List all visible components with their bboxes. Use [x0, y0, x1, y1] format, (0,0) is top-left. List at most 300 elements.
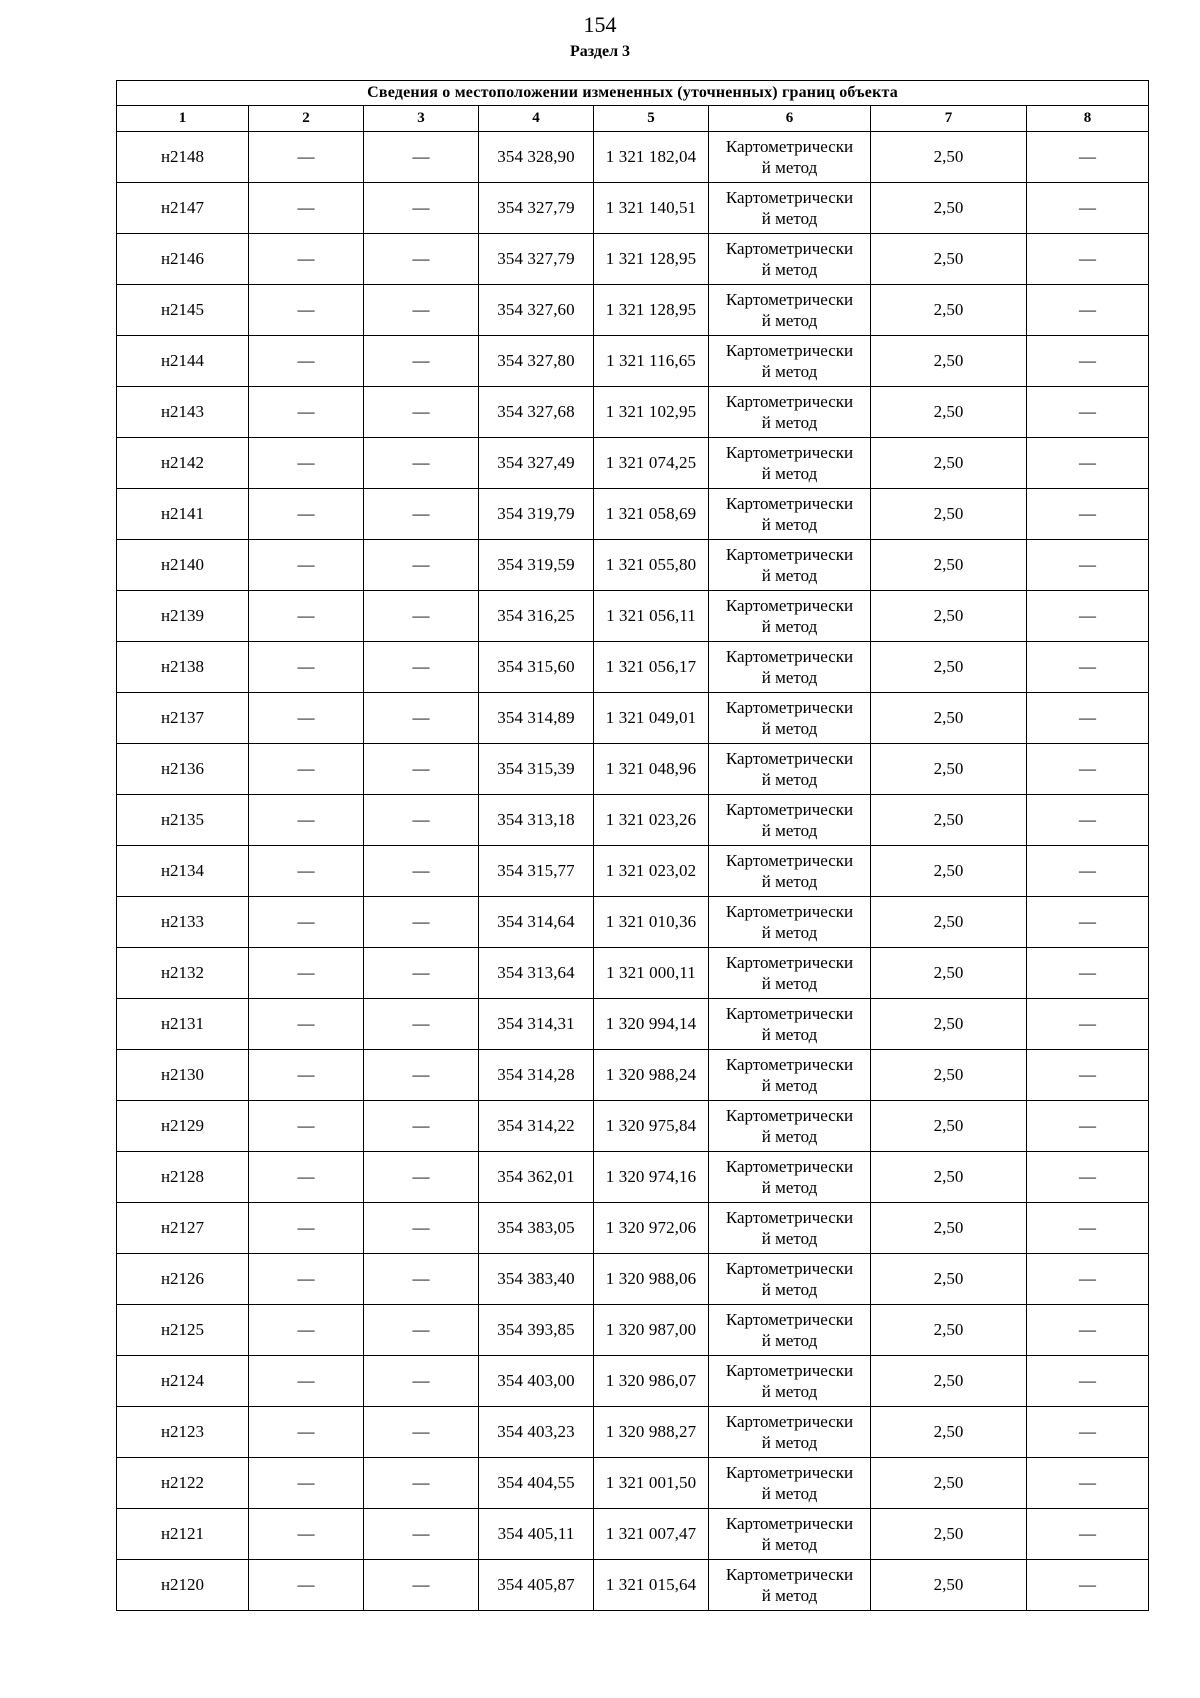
- accuracy-cell: 2,50: [871, 1560, 1027, 1611]
- y-coordinate-cell: 1 320 988,24: [594, 1050, 709, 1101]
- point-number-cell: н2124: [117, 1356, 249, 1407]
- method-text-line: Картометрически: [725, 647, 854, 666]
- table-row: [117, 1203, 1149, 1254]
- method-text-line: Картометрически: [725, 341, 854, 360]
- column-number-3: 3: [364, 106, 479, 132]
- y-coordinate-cell: 1 321 058,69: [594, 489, 709, 540]
- column-2-cell: —: [249, 1407, 364, 1458]
- table-row: [117, 1152, 1149, 1203]
- column-8-cell: —: [1027, 795, 1149, 846]
- x-coordinate-cell: 354 319,79: [479, 489, 594, 540]
- method-text-line: Картометрически: [725, 1565, 854, 1584]
- column-2-cell: —: [249, 1203, 364, 1254]
- method-text-line: й метод: [761, 1535, 818, 1554]
- column-8-cell: —: [1027, 183, 1149, 234]
- method-text-line: Картометрически: [725, 137, 854, 156]
- accuracy-cell: 2,50: [871, 948, 1027, 999]
- x-coordinate-cell: 354 327,79: [479, 234, 594, 285]
- column-2-cell: —: [249, 336, 364, 387]
- table-row: [117, 1356, 1149, 1407]
- y-coordinate-cell: 1 321 182,04: [594, 132, 709, 183]
- point-number-cell: н2141: [117, 489, 249, 540]
- table-row: [117, 1305, 1149, 1356]
- method-text-line: й метод: [761, 566, 818, 585]
- column-number-4: 4: [479, 106, 594, 132]
- column-3-cell: —: [364, 846, 479, 897]
- x-coordinate-cell: 354 393,85: [479, 1305, 594, 1356]
- accuracy-cell: 2,50: [871, 1356, 1027, 1407]
- method-text-line: й метод: [761, 413, 818, 432]
- table-row: [117, 1254, 1149, 1305]
- table-row: [117, 489, 1149, 540]
- x-coordinate-cell: 354 328,90: [479, 132, 594, 183]
- x-coordinate-cell: 354 405,87: [479, 1560, 594, 1611]
- column-8-cell: —: [1027, 1407, 1149, 1458]
- point-number-cell: н2122: [117, 1458, 249, 1509]
- column-8-cell: —: [1027, 234, 1149, 285]
- accuracy-cell: 2,50: [871, 1509, 1027, 1560]
- table-row: [117, 897, 1149, 948]
- method-text-line: й метод: [761, 1025, 818, 1044]
- method-cell: [709, 387, 871, 438]
- column-2-cell: —: [249, 183, 364, 234]
- x-coordinate-cell: 354 383,40: [479, 1254, 594, 1305]
- method-cell: [709, 438, 871, 489]
- point-number-cell: н2144: [117, 336, 249, 387]
- column-3-cell: —: [364, 1509, 479, 1560]
- x-coordinate-cell: 354 315,39: [479, 744, 594, 795]
- method-text-line: й метод: [761, 1382, 818, 1401]
- point-number-cell: н2135: [117, 795, 249, 846]
- accuracy-cell: 2,50: [871, 1305, 1027, 1356]
- method-text-line: й метод: [761, 974, 818, 993]
- point-number-cell: н2130: [117, 1050, 249, 1101]
- accuracy-cell: 2,50: [871, 234, 1027, 285]
- y-coordinate-cell: 1 320 974,16: [594, 1152, 709, 1203]
- method-text-line: й метод: [761, 923, 818, 942]
- column-3-cell: —: [364, 1203, 479, 1254]
- accuracy-cell: 2,50: [871, 438, 1027, 489]
- column-8-cell: —: [1027, 1458, 1149, 1509]
- x-coordinate-cell: 354 327,68: [479, 387, 594, 438]
- column-number-row: [117, 106, 1149, 132]
- column-3-cell: —: [364, 795, 479, 846]
- x-coordinate-cell: 354 313,18: [479, 795, 594, 846]
- table-row: [117, 591, 1149, 642]
- section-title: Раздел 3: [569, 43, 631, 60]
- table-row: [117, 1560, 1149, 1611]
- table-row: [117, 438, 1149, 489]
- column-8-cell: —: [1027, 1356, 1149, 1407]
- x-coordinate-cell: 354 327,79: [479, 183, 594, 234]
- method-text-line: Картометрически: [725, 1412, 854, 1431]
- column-2-cell: —: [249, 132, 364, 183]
- point-number-cell: н2143: [117, 387, 249, 438]
- method-text-line: й метод: [761, 311, 818, 330]
- method-cell: [709, 948, 871, 999]
- accuracy-cell: 2,50: [871, 1254, 1027, 1305]
- column-number-1: 1: [117, 106, 249, 132]
- column-8-cell: —: [1027, 438, 1149, 489]
- method-text-line: й метод: [761, 1127, 818, 1146]
- accuracy-cell: 2,50: [871, 489, 1027, 540]
- method-cell: [709, 642, 871, 693]
- table-row: [117, 540, 1149, 591]
- column-8-cell: —: [1027, 540, 1149, 591]
- column-3-cell: —: [364, 1407, 479, 1458]
- method-text-line: Картометрически: [725, 698, 854, 717]
- y-coordinate-cell: 1 320 987,00: [594, 1305, 709, 1356]
- method-cell: [709, 999, 871, 1050]
- column-8-cell: —: [1027, 591, 1149, 642]
- x-coordinate-cell: 354 314,31: [479, 999, 594, 1050]
- column-number-2: 2: [249, 106, 364, 132]
- table-row: [117, 234, 1149, 285]
- column-2-cell: —: [249, 744, 364, 795]
- method-text-line: Картометрически: [725, 1259, 854, 1278]
- method-text-line: Картометрически: [725, 290, 854, 309]
- method-text-line: Картометрически: [725, 851, 854, 870]
- method-cell: [709, 744, 871, 795]
- column-number-6: 6: [709, 106, 871, 132]
- column-3-cell: —: [364, 132, 479, 183]
- point-number-cell: н2148: [117, 132, 249, 183]
- page-number: 154: [583, 12, 617, 37]
- table-row: [117, 336, 1149, 387]
- method-text-line: Картометрически: [725, 749, 854, 768]
- method-cell: [709, 1407, 871, 1458]
- table-row: [117, 1407, 1149, 1458]
- x-coordinate-cell: 354 405,11: [479, 1509, 594, 1560]
- accuracy-cell: 2,50: [871, 846, 1027, 897]
- y-coordinate-cell: 1 320 972,06: [594, 1203, 709, 1254]
- accuracy-cell: 2,50: [871, 693, 1027, 744]
- column-3-cell: —: [364, 1152, 479, 1203]
- x-coordinate-cell: 354 327,80: [479, 336, 594, 387]
- method-text-line: й метод: [761, 770, 818, 789]
- method-text-line: Картометрически: [725, 392, 854, 411]
- method-cell: [709, 1560, 871, 1611]
- method-cell: [709, 285, 871, 336]
- accuracy-cell: 2,50: [871, 540, 1027, 591]
- method-cell: [709, 1152, 871, 1203]
- column-2-cell: —: [249, 285, 364, 336]
- column-8-cell: —: [1027, 1560, 1149, 1611]
- x-coordinate-cell: 354 314,89: [479, 693, 594, 744]
- y-coordinate-cell: 1 321 055,80: [594, 540, 709, 591]
- column-number-8: 8: [1027, 106, 1149, 132]
- method-text-line: Картометрически: [725, 902, 854, 921]
- column-2-cell: —: [249, 1254, 364, 1305]
- column-8-cell: —: [1027, 387, 1149, 438]
- column-8-cell: —: [1027, 285, 1149, 336]
- column-3-cell: —: [364, 999, 479, 1050]
- method-cell: [709, 1458, 871, 1509]
- y-coordinate-cell: 1 321 102,95: [594, 387, 709, 438]
- column-2-cell: —: [249, 846, 364, 897]
- method-cell: [709, 1050, 871, 1101]
- method-text-line: Картометрически: [725, 1514, 854, 1533]
- column-8-cell: —: [1027, 1254, 1149, 1305]
- y-coordinate-cell: 1 321 116,65: [594, 336, 709, 387]
- column-3-cell: —: [364, 744, 479, 795]
- column-3-cell: —: [364, 234, 479, 285]
- column-2-cell: —: [249, 1101, 364, 1152]
- table-row: [117, 846, 1149, 897]
- column-3-cell: —: [364, 1356, 479, 1407]
- method-text-line: й метод: [761, 872, 818, 891]
- point-number-cell: н2136: [117, 744, 249, 795]
- y-coordinate-cell: 1 321 128,95: [594, 285, 709, 336]
- method-text-line: й метод: [761, 362, 818, 381]
- accuracy-cell: 2,50: [871, 897, 1027, 948]
- column-8-cell: —: [1027, 897, 1149, 948]
- column-3-cell: —: [364, 489, 479, 540]
- table-body: [117, 132, 1149, 1611]
- method-text-line: Картометрически: [725, 1361, 854, 1380]
- method-cell: [709, 234, 871, 285]
- x-coordinate-cell: 354 403,23: [479, 1407, 594, 1458]
- method-cell: [709, 1203, 871, 1254]
- table-row: [117, 999, 1149, 1050]
- column-8-cell: —: [1027, 1203, 1149, 1254]
- y-coordinate-cell: 1 321 023,26: [594, 795, 709, 846]
- table-row: [117, 948, 1149, 999]
- column-8-cell: —: [1027, 1305, 1149, 1356]
- x-coordinate-cell: 354 383,05: [479, 1203, 594, 1254]
- column-3-cell: —: [364, 285, 479, 336]
- method-text-line: й метод: [761, 515, 818, 534]
- x-coordinate-cell: 354 362,01: [479, 1152, 594, 1203]
- point-number-cell: н2125: [117, 1305, 249, 1356]
- column-3-cell: —: [364, 1050, 479, 1101]
- point-number-cell: н2126: [117, 1254, 249, 1305]
- column-2-cell: —: [249, 234, 364, 285]
- method-cell: [709, 693, 871, 744]
- column-2-cell: —: [249, 642, 364, 693]
- column-2-cell: —: [249, 387, 364, 438]
- method-text-line: й метод: [761, 1433, 818, 1452]
- table-row: [117, 744, 1149, 795]
- method-text-line: Картометрически: [725, 1208, 854, 1227]
- column-3-cell: —: [364, 438, 479, 489]
- column-3-cell: —: [364, 1560, 479, 1611]
- table-row: [117, 642, 1149, 693]
- method-text-line: Картометрически: [725, 443, 854, 462]
- point-number-cell: н2139: [117, 591, 249, 642]
- column-2-cell: —: [249, 1152, 364, 1203]
- method-cell: [709, 489, 871, 540]
- column-2-cell: —: [249, 948, 364, 999]
- method-text-line: й метод: [761, 1280, 818, 1299]
- method-text-line: Картометрически: [725, 800, 854, 819]
- accuracy-cell: 2,50: [871, 1050, 1027, 1101]
- point-number-cell: н2142: [117, 438, 249, 489]
- column-2-cell: —: [249, 897, 364, 948]
- column-number-7: 7: [871, 106, 1027, 132]
- method-cell: [709, 132, 871, 183]
- column-8-cell: —: [1027, 132, 1149, 183]
- column-3-cell: —: [364, 540, 479, 591]
- x-coordinate-cell: 354 327,49: [479, 438, 594, 489]
- y-coordinate-cell: 1 321 000,11: [594, 948, 709, 999]
- accuracy-cell: 2,50: [871, 1152, 1027, 1203]
- column-8-cell: —: [1027, 999, 1149, 1050]
- x-coordinate-cell: 354 404,55: [479, 1458, 594, 1509]
- accuracy-cell: 2,50: [871, 642, 1027, 693]
- method-text-line: Картометрически: [725, 1310, 854, 1329]
- y-coordinate-cell: 1 321 001,50: [594, 1458, 709, 1509]
- y-coordinate-cell: 1 321 007,47: [594, 1509, 709, 1560]
- column-3-cell: —: [364, 336, 479, 387]
- method-text-line: Картометрически: [725, 1055, 854, 1074]
- x-coordinate-cell: 354 314,22: [479, 1101, 594, 1152]
- column-2-cell: —: [249, 1305, 364, 1356]
- method-cell: [709, 897, 871, 948]
- accuracy-cell: 2,50: [871, 285, 1027, 336]
- point-number-cell: н2127: [117, 1203, 249, 1254]
- table-row: [117, 285, 1149, 336]
- point-number-cell: н2146: [117, 234, 249, 285]
- accuracy-cell: 2,50: [871, 1203, 1027, 1254]
- column-3-cell: —: [364, 1458, 479, 1509]
- column-2-cell: —: [249, 1050, 364, 1101]
- column-3-cell: —: [364, 183, 479, 234]
- method-text-line: й метод: [761, 821, 818, 840]
- method-cell: [709, 1305, 871, 1356]
- table-row: [117, 1101, 1149, 1152]
- accuracy-cell: 2,50: [871, 1458, 1027, 1509]
- column-2-cell: —: [249, 489, 364, 540]
- column-8-cell: —: [1027, 1050, 1149, 1101]
- table-row: [117, 1050, 1149, 1101]
- method-text-line: й метод: [761, 1076, 818, 1095]
- point-number-cell: н2121: [117, 1509, 249, 1560]
- method-text-line: й метод: [761, 260, 818, 279]
- method-text-line: Картометрически: [725, 494, 854, 513]
- x-coordinate-cell: 354 314,64: [479, 897, 594, 948]
- x-coordinate-cell: 354 403,00: [479, 1356, 594, 1407]
- method-cell: [709, 1101, 871, 1152]
- method-text-line: Картометрически: [725, 188, 854, 207]
- method-text-line: й метод: [761, 209, 818, 228]
- x-coordinate-cell: 354 315,77: [479, 846, 594, 897]
- method-cell: [709, 1254, 871, 1305]
- column-3-cell: —: [364, 693, 479, 744]
- method-text-line: й метод: [761, 1484, 818, 1503]
- method-text-line: й метод: [761, 668, 818, 687]
- method-text-line: й метод: [761, 1229, 818, 1248]
- point-number-cell: н2134: [117, 846, 249, 897]
- x-coordinate-cell: 354 315,60: [479, 642, 594, 693]
- y-coordinate-cell: 1 320 988,06: [594, 1254, 709, 1305]
- table-row: [117, 387, 1149, 438]
- column-8-cell: —: [1027, 948, 1149, 999]
- table-row: [117, 132, 1149, 183]
- table-row: [117, 1458, 1149, 1509]
- column-2-cell: —: [249, 1560, 364, 1611]
- y-coordinate-cell: 1 321 048,96: [594, 744, 709, 795]
- column-3-cell: —: [364, 591, 479, 642]
- method-cell: [709, 183, 871, 234]
- x-coordinate-cell: 354 313,64: [479, 948, 594, 999]
- method-cell: [709, 336, 871, 387]
- column-3-cell: —: [364, 1254, 479, 1305]
- accuracy-cell: 2,50: [871, 795, 1027, 846]
- y-coordinate-cell: 1 321 056,11: [594, 591, 709, 642]
- column-2-cell: —: [249, 1458, 364, 1509]
- y-coordinate-cell: 1 321 015,64: [594, 1560, 709, 1611]
- method-text-line: Картометрически: [725, 545, 854, 564]
- column-2-cell: —: [249, 591, 364, 642]
- column-8-cell: —: [1027, 744, 1149, 795]
- method-text-line: й метод: [761, 719, 818, 738]
- y-coordinate-cell: 1 321 074,25: [594, 438, 709, 489]
- point-number-cell: н2137: [117, 693, 249, 744]
- column-3-cell: —: [364, 1101, 479, 1152]
- y-coordinate-cell: 1 321 023,02: [594, 846, 709, 897]
- method-text-line: Картометрически: [725, 1106, 854, 1125]
- accuracy-cell: 2,50: [871, 1407, 1027, 1458]
- method-text-line: й метод: [761, 617, 818, 636]
- coordinates-table: [116, 80, 1149, 1611]
- method-cell: [709, 1356, 871, 1407]
- method-text-line: Картометрически: [725, 1157, 854, 1176]
- column-2-cell: —: [249, 693, 364, 744]
- table-caption: Сведения о местоположении измененных (уточненных) границ объекта: [117, 81, 1149, 106]
- column-3-cell: —: [364, 1305, 479, 1356]
- point-number-cell: н2147: [117, 183, 249, 234]
- table-caption-row: [117, 81, 1149, 106]
- column-8-cell: —: [1027, 489, 1149, 540]
- y-coordinate-cell: 1 320 988,27: [594, 1407, 709, 1458]
- point-number-cell: н2145: [117, 285, 249, 336]
- y-coordinate-cell: 1 320 986,07: [594, 1356, 709, 1407]
- method-text-line: й метод: [761, 1178, 818, 1197]
- y-coordinate-cell: 1 321 010,36: [594, 897, 709, 948]
- y-coordinate-cell: 1 321 049,01: [594, 693, 709, 744]
- method-cell: [709, 591, 871, 642]
- method-cell: [709, 540, 871, 591]
- column-2-cell: —: [249, 1356, 364, 1407]
- column-3-cell: —: [364, 642, 479, 693]
- column-8-cell: —: [1027, 1152, 1149, 1203]
- accuracy-cell: 2,50: [871, 591, 1027, 642]
- table-row: [117, 1509, 1149, 1560]
- x-coordinate-cell: 354 327,60: [479, 285, 594, 336]
- method-cell: [709, 846, 871, 897]
- y-coordinate-cell: 1 321 056,17: [594, 642, 709, 693]
- x-coordinate-cell: 354 319,59: [479, 540, 594, 591]
- x-coordinate-cell: 354 314,28: [479, 1050, 594, 1101]
- point-number-cell: н2133: [117, 897, 249, 948]
- method-text-line: Картометрически: [725, 239, 854, 258]
- table-row: [117, 795, 1149, 846]
- accuracy-cell: 2,50: [871, 336, 1027, 387]
- method-text-line: Картометрически: [725, 1463, 854, 1482]
- point-number-cell: н2128: [117, 1152, 249, 1203]
- column-8-cell: —: [1027, 1101, 1149, 1152]
- method-text-line: Картометрически: [725, 1004, 854, 1023]
- accuracy-cell: 2,50: [871, 744, 1027, 795]
- column-number-5: 5: [594, 106, 709, 132]
- accuracy-cell: 2,50: [871, 183, 1027, 234]
- table-row: [117, 183, 1149, 234]
- column-2-cell: —: [249, 795, 364, 846]
- y-coordinate-cell: 1 321 140,51: [594, 183, 709, 234]
- point-number-cell: н2131: [117, 999, 249, 1050]
- x-coordinate-cell: 354 316,25: [479, 591, 594, 642]
